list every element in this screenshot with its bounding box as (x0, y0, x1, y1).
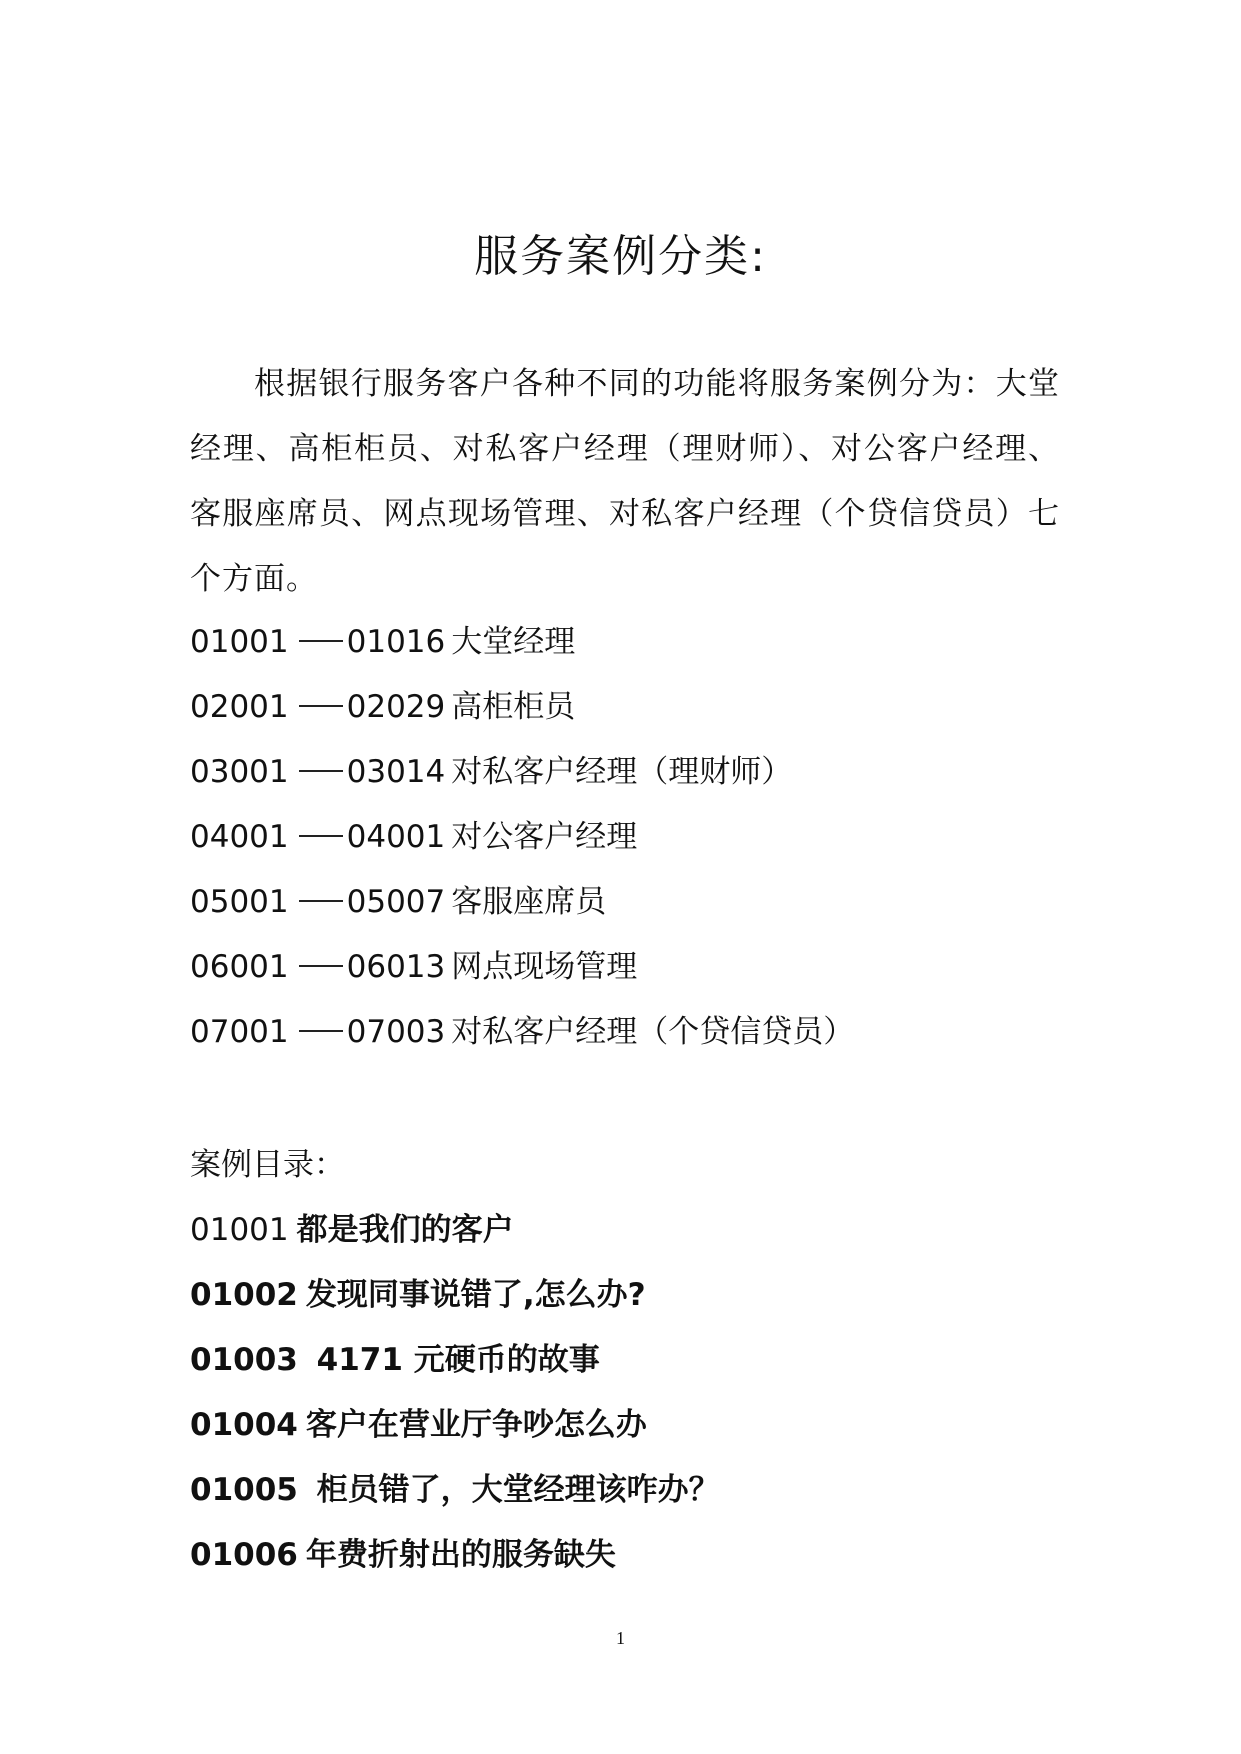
range-end: 03014 (346, 754, 446, 790)
case-title: 柜员错了，大堂经理该咋办？ (305, 1472, 720, 1508)
case-code: 01006 (190, 1537, 298, 1573)
catalog-item (190, 1458, 720, 1523)
dash-separator (299, 965, 343, 967)
range-item (190, 870, 854, 935)
case-code: 01003 (190, 1342, 298, 1378)
range-label: 高柜柜员 (451, 689, 576, 725)
case-code: 01005 (190, 1472, 298, 1508)
case-catalog-list (190, 1198, 720, 1588)
catalog-item (190, 1393, 720, 1458)
case-code: 01001 (190, 1212, 289, 1248)
range-label: 对私客户经理（个贷信贷员） (451, 1014, 855, 1050)
page-title: 服务案例分类: (474, 231, 767, 282)
range-item (190, 675, 854, 740)
range-item (190, 805, 854, 870)
range-item (190, 610, 854, 675)
range-item (190, 740, 854, 805)
range-start: 02001 (190, 689, 289, 725)
range-end: 04001 (346, 819, 446, 855)
catalog-heading: 案例目录： (190, 1147, 345, 1183)
case-code: 01002 (190, 1277, 298, 1313)
dash-separator (299, 1030, 343, 1032)
dash-separator (299, 835, 343, 837)
range-start: 03001 (190, 754, 289, 790)
range-label: 大堂经理 (451, 624, 576, 660)
range-start: 04001 (190, 819, 289, 855)
range-item (190, 1000, 854, 1065)
case-code: 01004 (190, 1407, 298, 1443)
catalog-item (190, 1328, 720, 1393)
range-start: 06001 (190, 949, 289, 985)
range-end: 05007 (346, 884, 446, 920)
page-number: 1 (616, 1628, 625, 1648)
catalog-item (190, 1523, 720, 1588)
catalog-item (190, 1263, 720, 1328)
range-end: 01016 (346, 624, 446, 660)
range-end: 02029 (346, 689, 446, 725)
case-title: 都是我们的客户 (296, 1212, 514, 1248)
range-label: 客服座席员 (451, 884, 607, 920)
category-range-list (190, 610, 854, 1065)
range-label: 对私客户经理（理财师） (451, 754, 793, 790)
case-title: 年费折射出的服务缺失 (305, 1537, 616, 1573)
dash-separator (299, 640, 343, 642)
range-start: 05001 (190, 884, 289, 920)
dash-separator (299, 705, 343, 707)
case-title: 4171 元硬币的故事 (305, 1342, 600, 1378)
dash-separator (299, 770, 343, 772)
case-title: 发现同事说错了,怎么办? (305, 1277, 646, 1313)
range-end: 06013 (346, 949, 446, 985)
catalog-item (190, 1198, 720, 1263)
range-end: 07003 (346, 1014, 446, 1050)
intro-paragraph: 根据银行服务客户各种不同的功能将服务案例分为：大堂经理、高柜柜员、对私客户经理（理财师）、对公客户经理、客服座席员、网点现场管理、对私客户经理（个贷信贷员）七个方面。 (190, 366, 1060, 597)
range-start: 01001 (190, 624, 289, 660)
dash-separator (299, 900, 343, 902)
range-start: 07001 (190, 1014, 289, 1050)
case-title: 客户在营业厅争吵怎么办 (305, 1407, 647, 1443)
range-label: 对公客户经理 (451, 819, 638, 855)
range-label: 网点现场管理 (451, 949, 638, 985)
range-item (190, 935, 854, 1000)
